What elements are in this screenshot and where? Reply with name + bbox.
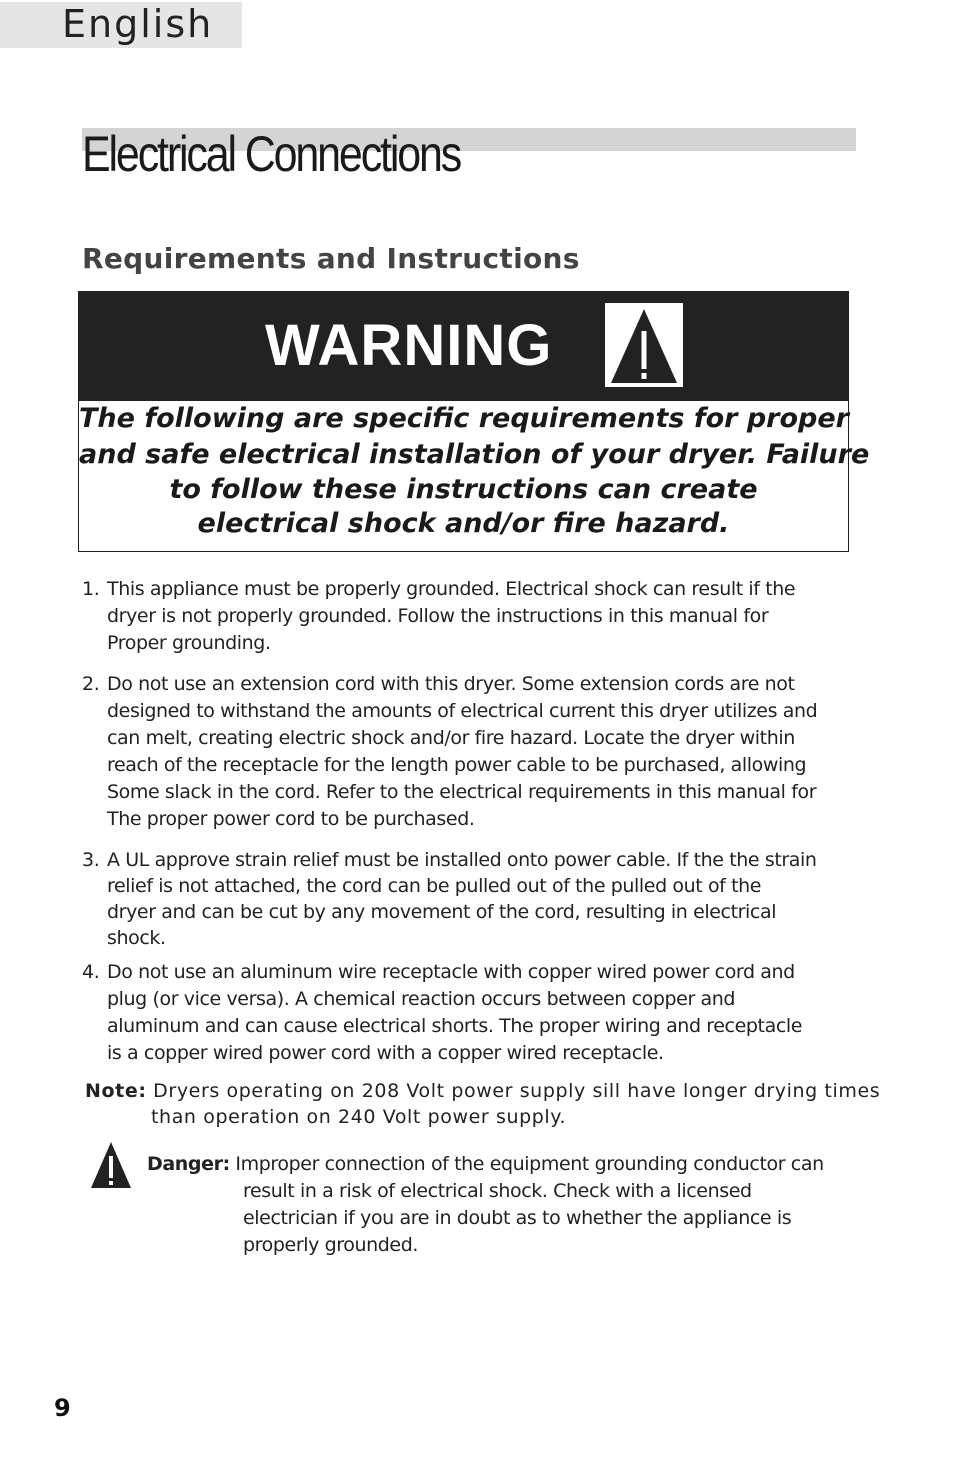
item-line: Some slack in the cord. Refer to the electrical requirements in this manual for	[107, 781, 817, 803]
section-subtitle: Requirements and Instructions	[82, 242, 580, 275]
danger-block	[147, 1151, 907, 1259]
item-line: A UL approve strain relief must be installed onto power cable. If the the strain	[107, 849, 817, 871]
requirements-list	[82, 576, 882, 1081]
item-line: dryer and can be cut by any movement of the cord, resulting in electrical	[107, 901, 777, 923]
page-number: 9	[54, 1394, 71, 1422]
item-number: 4.	[82, 961, 100, 983]
language-tab	[0, 2, 242, 48]
list-item	[82, 671, 882, 833]
item-number: 1.	[82, 578, 100, 600]
item-line: reach of the receptacle for the length power cable to be purchased, allowing	[107, 754, 807, 776]
item-line: plug (or vice versa). A chemical reaction occurs between copper and	[107, 988, 736, 1010]
item-number: 3.	[82, 849, 100, 871]
warning-line: and safe electrical installation of your dryer. Failure	[79, 439, 870, 470]
warning-line: electrical shock and/or fire hazard.	[197, 508, 730, 539]
item-line: Proper grounding.	[107, 632, 271, 654]
item-line: Do not use an extension cord with this dryer. Some extension cords are not	[107, 673, 795, 695]
warning-header	[79, 292, 848, 401]
item-line: The proper power cord to be purchased.	[107, 808, 475, 830]
danger-line: electrician if you are in doubt as to whether the appliance is	[243, 1207, 792, 1229]
warning-text	[79, 402, 870, 541]
note-line: than operation on 240 Volt power supply.	[151, 1106, 567, 1128]
item-number: 2.	[82, 673, 100, 695]
page-title: Electrical Connections	[82, 126, 461, 182]
item-line: is a copper wired power cord with a copper wired receptacle.	[107, 1042, 664, 1064]
item-line: designed to withstand the amounts of electrical current this dryer utilizes and	[107, 700, 818, 722]
item-line: Do not use an aluminum wire receptacle with copper wired power cord and	[107, 961, 795, 983]
danger-line: result in a risk of electrical shock. Check with a licensed	[243, 1180, 752, 1202]
exclamation-triangle-icon	[90, 1140, 132, 1190]
warning-line: The following are specific requirements for proper	[79, 403, 849, 434]
item-line: This appliance must be properly grounded. Electrical shock can result if the	[107, 578, 796, 600]
exclamation-triangle-icon	[605, 303, 683, 387]
language-label: English	[62, 2, 214, 46]
danger-line: properly grounded.	[243, 1234, 419, 1256]
note-block	[85, 1078, 905, 1130]
warning-heading: WARNING	[265, 313, 553, 378]
note-label: Note:	[85, 1080, 147, 1102]
list-item	[82, 959, 882, 1067]
item-line: aluminum and can cause electrical shorts. The proper wiring and receptacle	[107, 1015, 803, 1037]
list-item	[82, 576, 882, 657]
list-item	[82, 847, 882, 951]
item-line: can melt, creating electric shock and/or fire hazard. Locate the dryer within	[107, 727, 795, 749]
danger-label: Danger:	[147, 1153, 230, 1175]
warning-line: to follow these instructions can create	[169, 474, 758, 505]
item-line: relief is not attached, the cord can be pulled out of the pulled out of the	[107, 875, 762, 897]
danger-line: Improper connection of the equipment grounding conductor can	[235, 1153, 824, 1175]
item-line: dryer is not properly grounded. Follow the instructions in this manual for	[107, 605, 769, 627]
note-line: Dryers operating on 208 Volt power supply sill have longer drying times	[153, 1080, 881, 1102]
warning-box	[78, 291, 870, 552]
item-line: shock.	[107, 927, 166, 949]
